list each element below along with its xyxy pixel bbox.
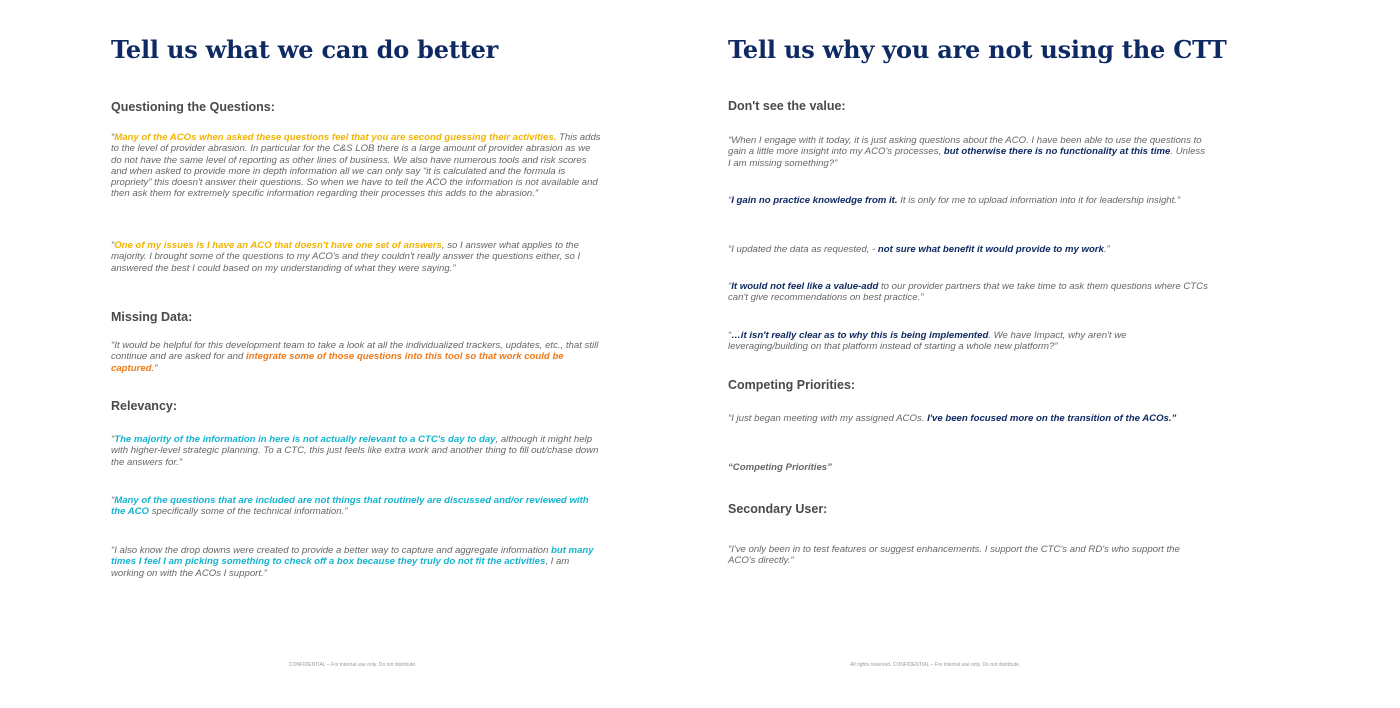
competing-quote-1: “I just began meeting with my assigned ACOs. I've been focused more on the transition of the ACOs.”	[728, 413, 1177, 424]
highlight: It would not feel like a value-add	[731, 281, 879, 292]
missing-data-heading: Missing Data:	[111, 310, 193, 324]
secondary-quote-1: “I've only been in to test features or suggest enhancements. I support the CTC's and RD's who support the ACO's directly.”	[728, 544, 1180, 567]
relevancy-heading: Relevancy:	[111, 399, 178, 413]
left-footer: CONFIDENTIAL – For internal use only. Do not distribute.	[289, 662, 417, 668]
missing-data-quote-1: “It would be helpful for this development team to take a look at all the individualized trackers, updates, etc., that still continue and are asked for and integrate some of those questions into this tool so that work could be captured.”	[111, 340, 599, 374]
highlight: …it isn't really clear as to why this is being implemented	[731, 330, 989, 341]
secondary-heading: Secondary User:	[728, 502, 828, 516]
relevancy-quote-3: “I also know the drop downs were created to provide a better way to capture and aggregate information but many times I feel I am picking something to check off a box because they truly do not fit the activities, I am working on with the ACOs I support.”	[111, 545, 594, 579]
highlight: I gain no practice knowledge from it.	[731, 195, 898, 206]
highlight: The majority of the information in here is not actually relevant to a CTC's day to day	[114, 434, 496, 445]
highlight: Many of the ACOs when asked these questions feel that you are second guessing their activities.	[114, 132, 557, 143]
right-slide-title: Tell us why you are not using the CTT	[728, 35, 1227, 64]
value-quote-2: “I gain no practice knowledge from it. It is only for me to upload information into it for leadership insight.”	[728, 195, 1181, 206]
value-quote-1: “When I engage with it today, it is just asking questions about the ACO. I have been able to use the questions to gain a little more insight into my ACO's processes, but otherwise there is no functionality at this time. Unless I am missing something?”	[728, 135, 1206, 169]
value-quote-5: “…it isn't really clear as to why this is being implemented. We have Impact, why aren't we leveraging/building on that platform instead of starting a whole new platform?”	[728, 330, 1127, 353]
competing-quote-2: “Competing Priorities”	[728, 462, 832, 473]
questioning-heading: Questioning the Questions:	[111, 100, 275, 114]
highlight: but many times I feel I am picking something to check off a box because they truly do not fit the activities	[111, 545, 594, 568]
highlight: not sure what benefit it would provide to my work	[877, 244, 1104, 255]
left-slide	[111, 0, 601, 708]
right-slide	[728, 0, 1227, 708]
highlight: integrate some of those questions into this tool so that work could be captured	[111, 351, 564, 374]
questioning-quote-2: “One of my issues is I have an ACO that doesn't have one set of answers, so I answer what applies to the majority. I brought some of the questions to my ACO's and they couldn't really answer the questions either, so I answered the best I could based on my understanding of what they were saying.”	[111, 240, 581, 274]
highlight: One of my issues is I have an ACO that doesn't have one set of answers	[114, 240, 442, 251]
questioning-quote-1: “Many of the ACOs when asked these questions feel that you are second guessing their activities. This adds to the level of provider abrasion. In particular for the C&S LOB there is a large amount of provider abrasion as we do not have the same level of reporting as other lines of business. We also have numerous tools and risk scores and when asked to provide more in depth information all we can only say “it is calculated and the formula is propriety” this doesn't answer their questions. So when we have to tell the ACO the information is not available and then ask them for extremely specific information regarding their processes this adds to the abrasion.”	[111, 132, 601, 200]
value-heading: Don't see the value:	[728, 99, 846, 113]
highlight: but otherwise there is no functionality at this time	[943, 146, 1171, 158]
value-quote-3: “I updated the data as requested, - not sure what benefit it would provide to my work.”	[728, 244, 1110, 255]
relevancy-quote-1: “The majority of the information in here is not actually relevant to a CTC's day to day, although it might help with higher-level strategic planning. To a CTC, this just feels like extra work and another thing to fill out/chase down the answers for.”	[111, 434, 599, 468]
value-quote-4: “It would not feel like a value-add to our provider partners that we take time to ask them questions where CTCs can't give recommendations on best practice.”	[728, 281, 1208, 304]
right-footer: All rights reserved. CONFIDENTIAL – For internal use only. Do not distribute.	[850, 662, 1021, 668]
relevancy-quote-2: “Many of the questions that are included are not things that routinely are discussed and/or reviewed with the ACO specifically some of the technical information.”	[111, 495, 589, 518]
competing-heading: Competing Priorities:	[728, 378, 856, 392]
highlight: I've been focused more on the transition of the ACOs.”	[927, 413, 1177, 424]
highlight: Many of the questions that are included are not things that routinely are discussed and/or reviewed with the ACO	[111, 495, 589, 518]
left-slide-title: Tell us what we can do better	[111, 35, 499, 64]
